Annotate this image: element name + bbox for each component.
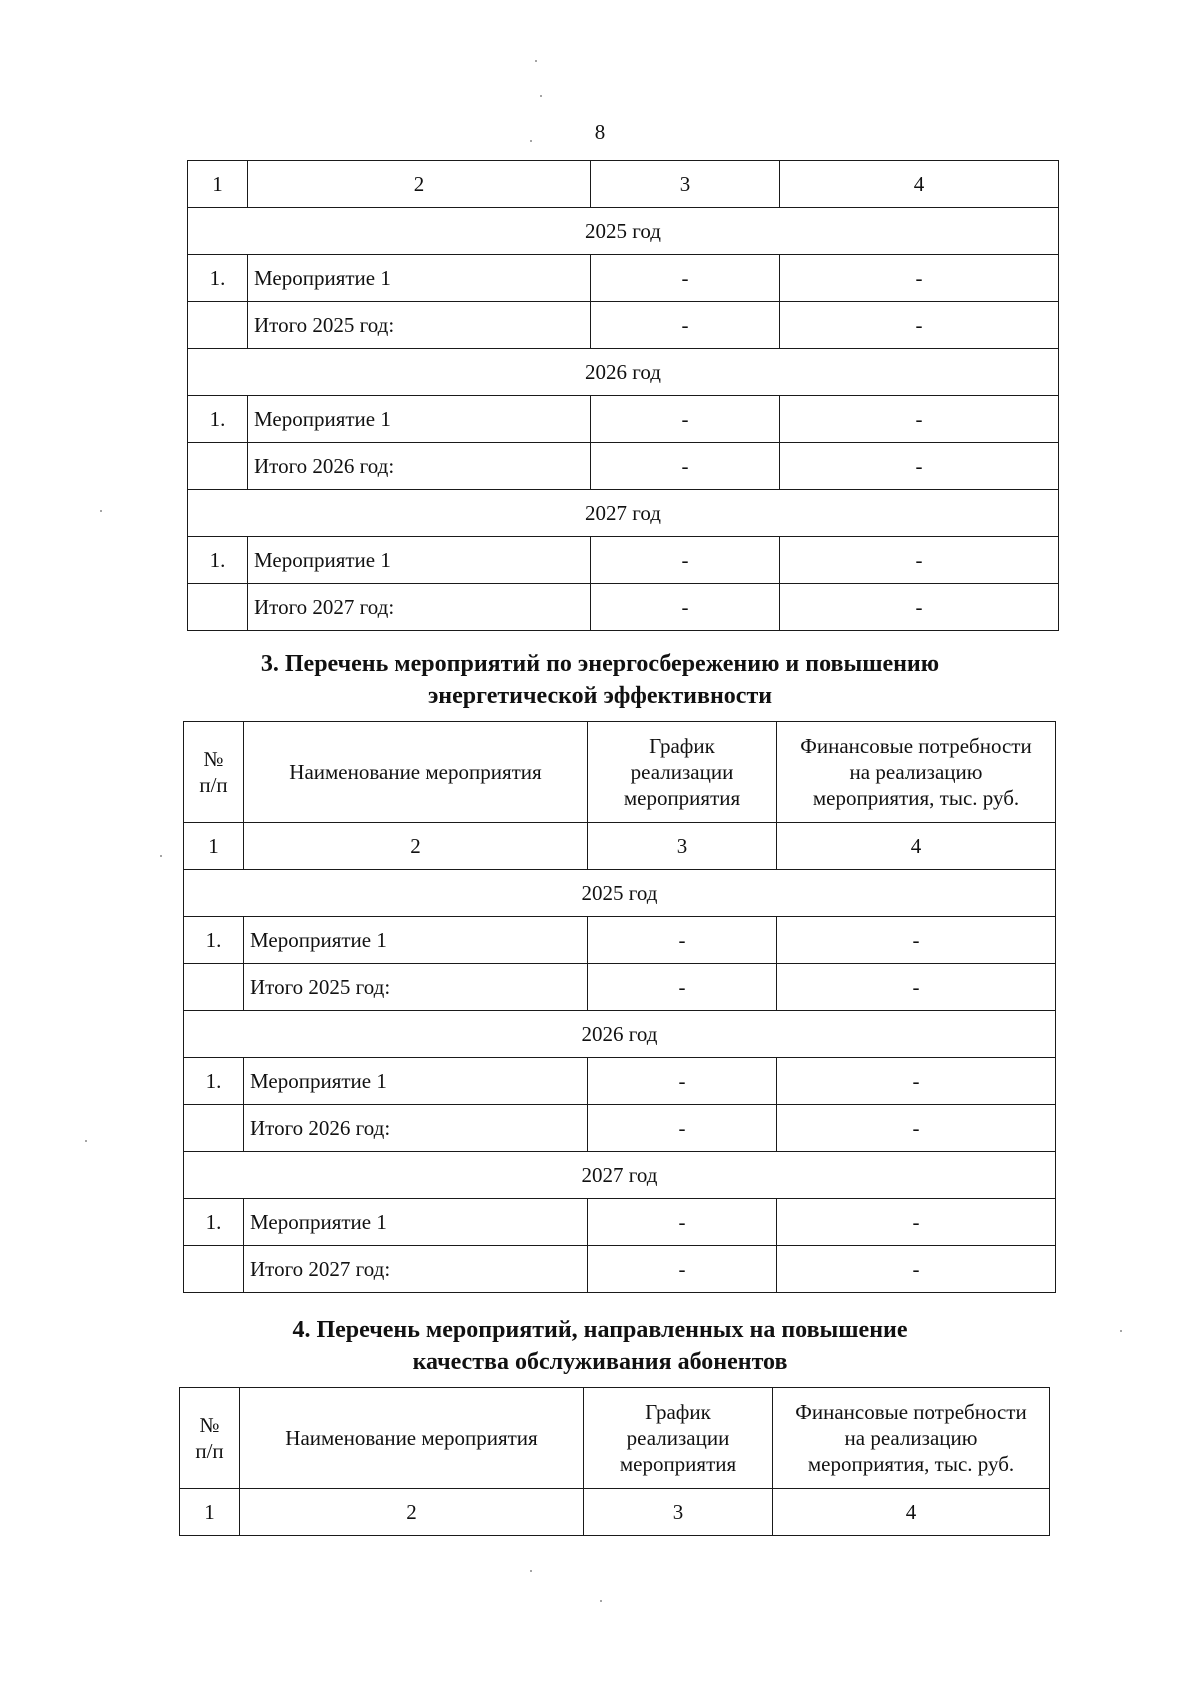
- year-row: [184, 870, 1056, 917]
- header-number: [184, 722, 244, 823]
- item-schedule: -: [588, 1199, 777, 1246]
- header-finance-line-3: мероприятия, тыс. руб.: [807, 1452, 1015, 1476]
- item-number: 1.: [188, 396, 248, 443]
- section-4-title-line-1: 4. Перечень мероприятий, направленных на повышение: [292, 1317, 908, 1343]
- item-finance: -: [777, 1058, 1056, 1105]
- year-row: [188, 349, 1059, 396]
- item-schedule: -: [588, 917, 777, 964]
- table-row: [184, 917, 1056, 964]
- column-number: 2: [248, 161, 591, 208]
- total-schedule: -: [591, 302, 780, 349]
- column-number: 2: [240, 1489, 584, 1536]
- header-schedule: [588, 722, 777, 823]
- column-number: 3: [584, 1489, 773, 1536]
- item-name: Мероприятие 1: [244, 1199, 588, 1246]
- empty-cell: [184, 1105, 244, 1152]
- item-finance: -: [777, 1199, 1056, 1246]
- item-name: Мероприятие 1: [244, 1058, 588, 1105]
- header-finance-line-1: Финансовые потребности: [800, 734, 1032, 758]
- item-name: Мероприятие 1: [248, 537, 591, 584]
- header-number-line-1: №: [199, 1413, 220, 1437]
- total-label: Итого 2027 год:: [248, 584, 591, 631]
- header-finance: [773, 1388, 1050, 1489]
- energy-saving-table: [183, 721, 1056, 1293]
- year-row: [188, 490, 1059, 537]
- empty-cell: [184, 964, 244, 1011]
- header-finance-line-2: на реализацию: [849, 760, 983, 784]
- section-3-title: [0, 648, 1200, 712]
- header-schedule-line-1: График: [649, 734, 715, 758]
- scan-speck: [100, 510, 102, 512]
- item-number: 1.: [184, 917, 244, 964]
- year-row: [184, 1152, 1056, 1199]
- column-number: 4: [773, 1489, 1050, 1536]
- table-row: [184, 1058, 1056, 1105]
- column-number: 2: [244, 823, 588, 870]
- header-row: [180, 1388, 1050, 1489]
- section-4-title: [0, 1314, 1200, 1378]
- year-row: [184, 1011, 1056, 1058]
- total-schedule: -: [591, 584, 780, 631]
- table-row: [188, 255, 1059, 302]
- header-schedule-line-2: реализации: [630, 760, 734, 784]
- service-quality-table: [179, 1387, 1050, 1536]
- header-schedule-line-1: График: [645, 1400, 711, 1424]
- item-finance: -: [780, 255, 1059, 302]
- column-number-row: [184, 823, 1056, 870]
- item-name: Мероприятие 1: [248, 255, 591, 302]
- header-finance: [777, 722, 1056, 823]
- total-schedule: -: [588, 1246, 777, 1293]
- column-number: 1: [188, 161, 248, 208]
- header-finance-line-1: Финансовые потребности: [795, 1400, 1027, 1424]
- item-finance: -: [780, 537, 1059, 584]
- scan-speck: [600, 1600, 602, 1602]
- total-finance: -: [780, 443, 1059, 490]
- column-number-row: [188, 161, 1059, 208]
- scan-speck: [160, 855, 162, 857]
- total-schedule: -: [588, 964, 777, 1011]
- page-number: 8: [594, 120, 606, 144]
- total-row: [184, 964, 1056, 1011]
- total-row: [188, 584, 1059, 631]
- year-label: 2025 год: [188, 208, 1059, 255]
- item-name: Мероприятие 1: [248, 396, 591, 443]
- header-schedule-line-3: мероприятия: [619, 1452, 737, 1476]
- item-schedule: -: [588, 1058, 777, 1105]
- empty-cell: [188, 302, 248, 349]
- total-row: [188, 302, 1059, 349]
- column-number: 4: [780, 161, 1059, 208]
- item-finance: -: [780, 396, 1059, 443]
- header-number-line-2: п/п: [195, 1439, 224, 1463]
- total-finance: -: [780, 584, 1059, 631]
- section-3-title-line-2: энергетической эффективности: [427, 683, 773, 709]
- column-number-row: [180, 1489, 1050, 1536]
- header-number: [180, 1388, 240, 1489]
- item-number: 1.: [184, 1199, 244, 1246]
- empty-cell: [188, 584, 248, 631]
- column-number: 1: [180, 1489, 240, 1536]
- item-name: Мероприятие 1: [244, 917, 588, 964]
- item-number: 1.: [188, 255, 248, 302]
- column-number: 3: [591, 161, 780, 208]
- total-schedule: -: [588, 1105, 777, 1152]
- total-row: [188, 443, 1059, 490]
- header-finance-line-3: мероприятия, тыс. руб.: [812, 786, 1020, 810]
- scan-speck: [540, 95, 542, 97]
- column-number: 3: [588, 823, 777, 870]
- activities-table-continued: [187, 160, 1059, 631]
- item-finance: -: [777, 917, 1056, 964]
- total-label: Итого 2026 год:: [244, 1105, 588, 1152]
- table-row: [188, 537, 1059, 584]
- section-3-title-line-1: 3. Перечень мероприятий по энергосбережению и повышению: [260, 651, 940, 677]
- scan-speck: [530, 140, 532, 142]
- year-row: [188, 208, 1059, 255]
- header-row: [184, 722, 1056, 823]
- total-label: Итого 2025 год:: [244, 964, 588, 1011]
- header-name: Наименование мероприятия: [240, 1388, 584, 1489]
- header-number-line-2: п/п: [199, 773, 228, 797]
- item-number: 1.: [184, 1058, 244, 1105]
- total-schedule: -: [591, 443, 780, 490]
- table-row: [184, 1199, 1056, 1246]
- scan-speck: [85, 1140, 87, 1142]
- item-number: 1.: [188, 537, 248, 584]
- year-label: 2026 год: [188, 349, 1059, 396]
- scan-speck: [535, 60, 537, 62]
- total-label: Итого 2025 год:: [248, 302, 591, 349]
- scan-speck: [530, 1570, 532, 1572]
- year-label: 2027 год: [188, 490, 1059, 537]
- total-finance: -: [777, 964, 1056, 1011]
- empty-cell: [184, 1246, 244, 1293]
- header-schedule-line-2: реализации: [626, 1426, 730, 1450]
- total-finance: -: [780, 302, 1059, 349]
- header-number-line-1: №: [203, 747, 224, 771]
- total-finance: -: [777, 1246, 1056, 1293]
- header-name: Наименование мероприятия: [244, 722, 588, 823]
- header-schedule-line-3: мероприятия: [623, 786, 741, 810]
- header-finance-line-2: на реализацию: [844, 1426, 978, 1450]
- scan-speck: [1120, 1330, 1122, 1332]
- year-label: 2027 год: [184, 1152, 1056, 1199]
- total-label: Итого 2027 год:: [244, 1246, 588, 1293]
- item-schedule: -: [591, 255, 780, 302]
- section-4-title-line-2: качества обслуживания абонентов: [412, 1349, 788, 1375]
- total-label: Итого 2026 год:: [248, 443, 591, 490]
- total-finance: -: [777, 1105, 1056, 1152]
- empty-cell: [188, 443, 248, 490]
- total-row: [184, 1246, 1056, 1293]
- column-number: 1: [184, 823, 244, 870]
- total-row: [184, 1105, 1056, 1152]
- year-label: 2026 год: [184, 1011, 1056, 1058]
- table-row: [188, 396, 1059, 443]
- column-number: 4: [777, 823, 1056, 870]
- year-label: 2025 год: [184, 870, 1056, 917]
- item-schedule: -: [591, 396, 780, 443]
- item-schedule: -: [591, 537, 780, 584]
- header-schedule: [584, 1388, 773, 1489]
